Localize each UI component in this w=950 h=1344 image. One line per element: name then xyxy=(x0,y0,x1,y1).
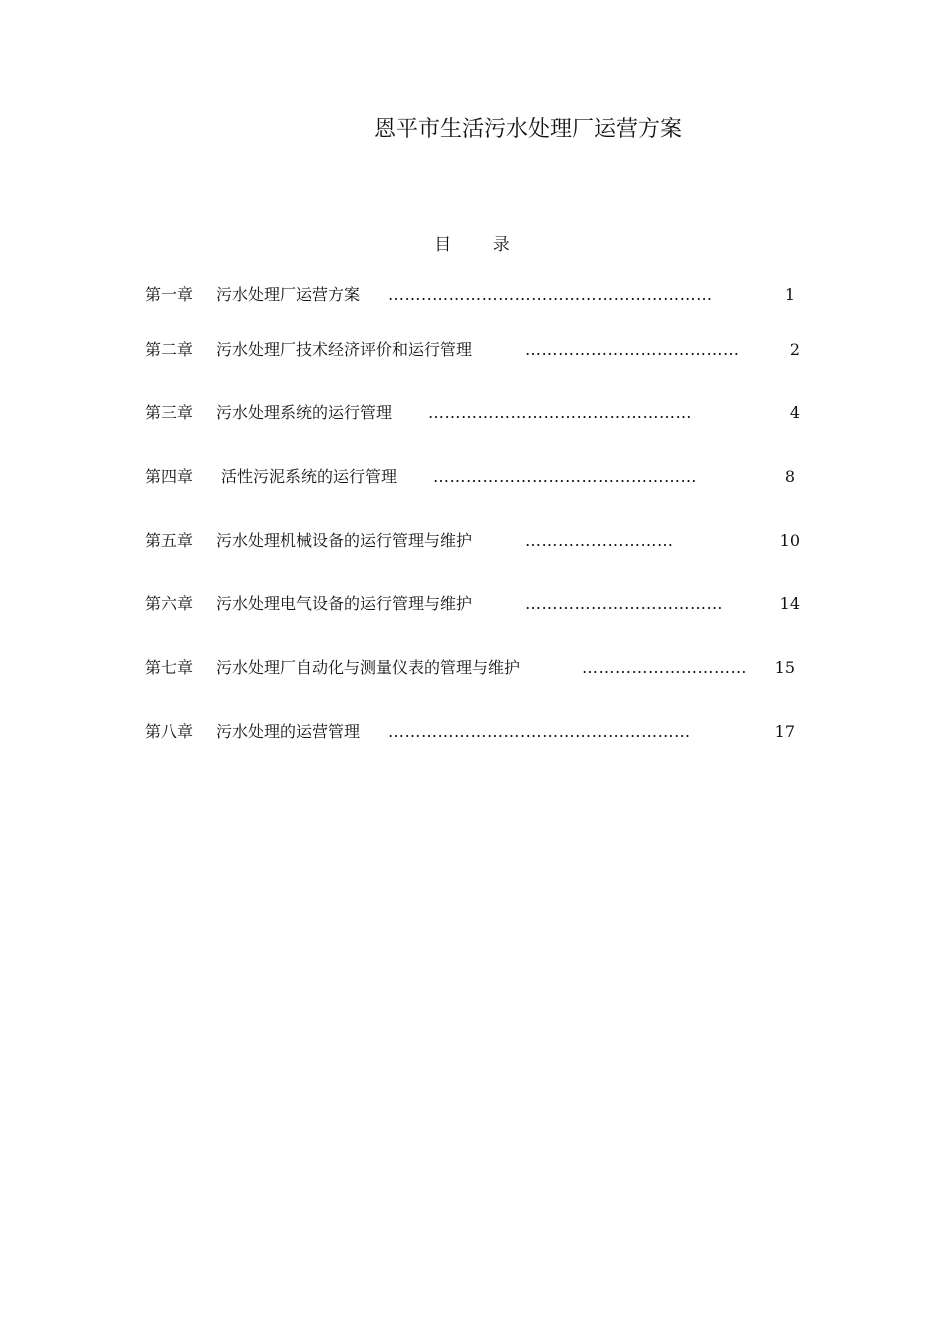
document-title: 恩平市生活污水处理厂运营方案 xyxy=(373,117,682,142)
toc-entry[interactable] xyxy=(145,720,825,744)
toc-dot-leader: ………………………………………… xyxy=(433,467,697,486)
toc-chapter-number: 第七章 xyxy=(145,658,194,677)
toc-chapter-number: 第二章 xyxy=(145,340,194,359)
toc-chapter-number: 第一章 xyxy=(145,285,194,304)
toc-entry[interactable] xyxy=(145,465,825,489)
toc-chapter-title: 污水处理系统的运行管理 xyxy=(216,403,393,422)
toc-chapter-number: 第四章 xyxy=(145,467,194,486)
toc-chapter-title: 污水处理厂自动化与测量仪表的管理与维护 xyxy=(216,658,521,677)
toc-entry[interactable] xyxy=(145,592,825,616)
toc-dot-leader: ……………………………… xyxy=(525,594,723,613)
toc-entry[interactable] xyxy=(145,401,825,425)
toc-page-number: 17 xyxy=(774,722,795,741)
toc-page-number: 15 xyxy=(774,658,795,677)
toc-chapter-title: 污水处理的运营管理 xyxy=(216,722,361,741)
toc-dot-leader: ……………………… xyxy=(525,531,674,550)
toc-page-number: 8 xyxy=(784,467,795,486)
toc-chapter-number: 第五章 xyxy=(145,531,194,550)
toc-dot-leader: ………………………… xyxy=(582,658,747,677)
toc-chapter-title: 污水处理电气设备的运行管理与维护 xyxy=(216,594,473,613)
toc-chapter-title: 活性污泥系统的运行管理 xyxy=(221,467,398,486)
toc-chapter-number: 第三章 xyxy=(145,403,194,422)
toc-dot-leader: ……..…………………………………………… xyxy=(388,285,713,304)
toc-dot-leader: …………………….………………………… xyxy=(388,722,691,741)
toc-entry[interactable] xyxy=(145,656,825,680)
toc-entry[interactable] xyxy=(145,283,825,307)
toc-chapter-title: 污水处理厂技术经济评价和运行管理 xyxy=(216,340,473,359)
toc-entry[interactable] xyxy=(145,338,825,362)
toc-dot-leader: ………………………………………… xyxy=(428,403,692,422)
toc-page-number: 14 xyxy=(779,594,800,613)
toc-page-number: 1 xyxy=(784,285,795,304)
toc-page-number: 10 xyxy=(779,531,800,550)
toc-chapter-title: 污水处理厂运营方案 xyxy=(216,285,361,304)
toc-chapter-number: 第六章 xyxy=(145,594,194,613)
toc-dot-leader: ………………………………… xyxy=(525,340,740,359)
toc-page-number: 4 xyxy=(789,403,800,422)
toc-page-number: 2 xyxy=(789,340,800,359)
toc-chapter-number: 第八章 xyxy=(145,722,194,741)
toc-chapter-title: 污水处理机械设备的运行管理与维护 xyxy=(216,531,473,550)
toc-heading: 目 录 xyxy=(434,235,528,255)
toc-entry[interactable] xyxy=(145,529,825,553)
